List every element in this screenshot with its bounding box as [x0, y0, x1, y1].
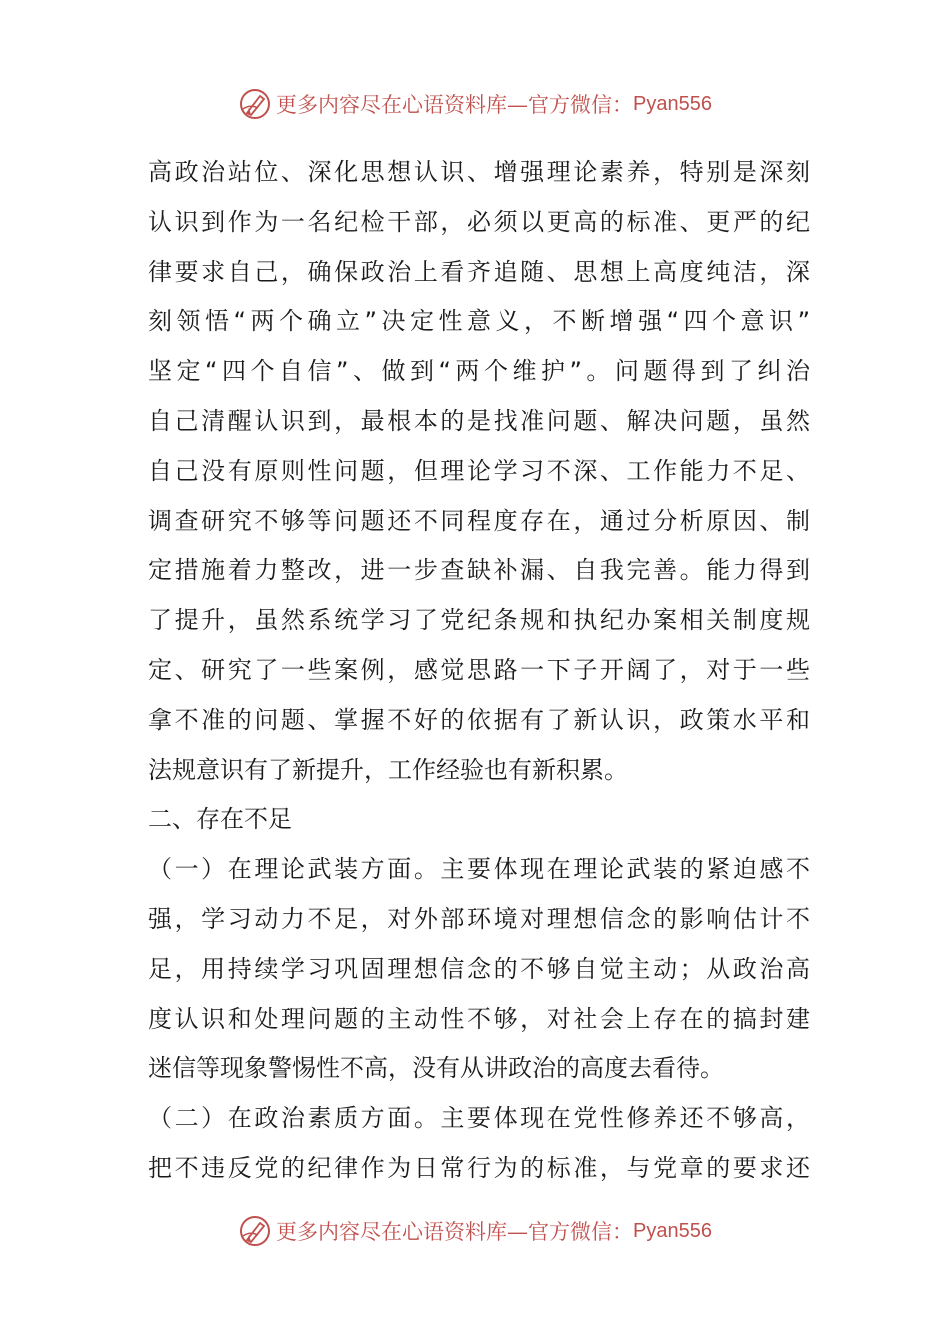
text-line: 迷信等现象警惕性不高，没有从讲政治的高度去看待。	[148, 1054, 724, 1083]
footer-banner-wechat-id: Pyan556	[633, 1219, 712, 1242]
text-line: （一）在理论武装方面。主要体现在理论武装的紧迫感不	[148, 855, 810, 884]
text-line: 强，学习动力不足，对外部环境对理想信念的影响估计不	[148, 904, 810, 933]
pen-logo-icon	[238, 87, 272, 121]
text-line: 高政治站位、深化思想认识、增强理论素养，特别是深刻	[148, 158, 810, 186]
text-line: 坚定“四个自信”、做到“两个维护”。问题得到了纠治	[148, 357, 810, 386]
text-line: 自己清醒认识到，最根本的是找准问题、解决问题，虽然	[148, 406, 810, 435]
body-text	[148, 148, 810, 1194]
text-line: 调查研究不够等问题还不同程度存在，通过分析原因、制	[148, 506, 810, 535]
pen-logo-icon	[238, 1214, 272, 1248]
text-line: 定措施着力整改，进一步查缺补漏、自我完善。能力得到	[148, 556, 810, 585]
text-line: 律要求自己，确保政治上看齐追随、思想上高度纯洁，深	[148, 257, 810, 286]
text-line: 度认识和处理问题的主动性不够，对社会上存在的搞封建	[148, 1004, 810, 1033]
footer-banner	[0, 1211, 950, 1251]
text-line: 拿不准的问题、掌握不好的依据有了新认识，政策水平和	[148, 705, 810, 734]
header-banner-text: 更多内容尽在心语资料库—官方微信：	[276, 93, 634, 117]
text-line: 自己没有原则性问题，但理论学习不深、工作能力不足、	[148, 456, 810, 485]
text-line: （二）在政治素质方面。主要体现在党性修养还不够高，	[148, 1104, 810, 1133]
text-line: 法规意识有了新提升，工作经验也有新积累。	[148, 755, 628, 784]
footer-banner-text: 更多内容尽在心语资料库—官方微信：	[276, 1220, 634, 1244]
text-line: 把不违反党的纪律作为日常行为的标准，与党章的要求还	[148, 1153, 810, 1182]
text-line: 认识到作为一名纪检干部，必须以更高的标准、更严的纪	[148, 207, 810, 236]
header-banner-wechat-id: Pyan556	[633, 92, 712, 115]
text-line: 定、研究了一些案例，感觉思路一下子开阔了，对于一些	[148, 655, 810, 684]
text-line: 足，用持续学习巩固理想信念的不够自觉主动；从政治高	[148, 954, 810, 983]
header-banner	[0, 84, 950, 124]
section-heading: 二、存在不足	[148, 805, 292, 834]
text-line: 了提升，虽然系统学习了党纪条规和执纪办案相关制度规	[148, 606, 810, 635]
text-line: 刻领悟“两个确立”决定性意义，不断增强“四个意识”	[148, 307, 810, 336]
